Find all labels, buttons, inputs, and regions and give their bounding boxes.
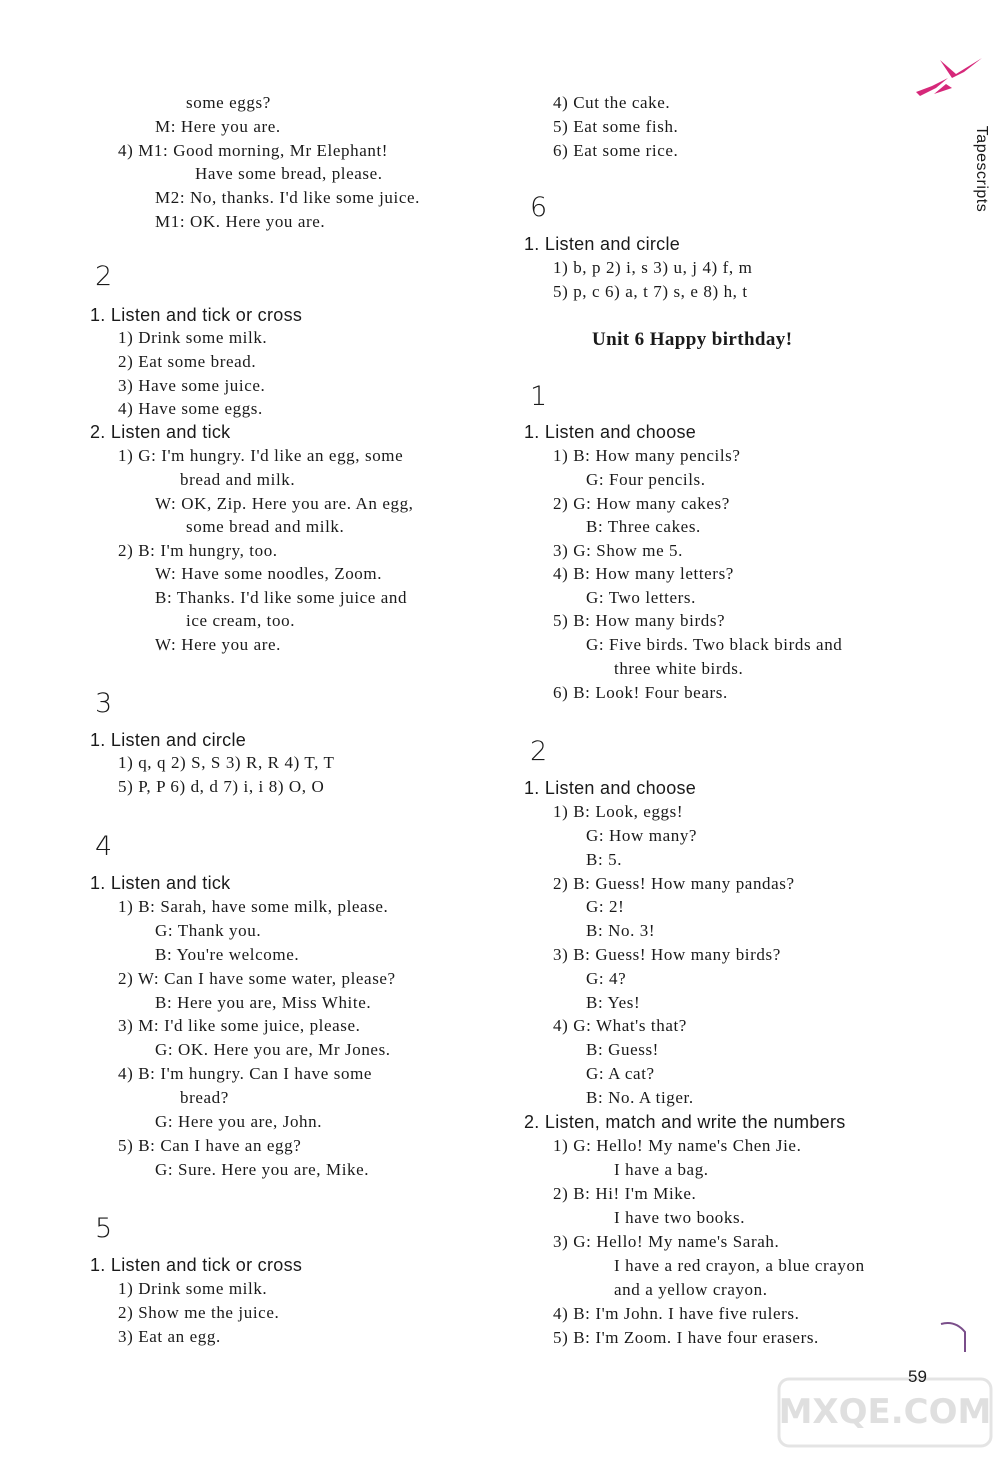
dialogue-line: 5) Eat some fish. <box>553 117 679 136</box>
dialogue-line: B: Three cakes. <box>586 517 701 536</box>
dialogue-line: W: Have some noodles, Zoom. <box>155 564 383 583</box>
dialogue-line: some eggs? <box>186 93 271 112</box>
section-number: 5 <box>95 1213 113 1244</box>
exercise-heading: 1. Listen and circle <box>90 730 247 750</box>
dialogue-line: 5) P, P 6) d, d 7) i, i 8) O, O <box>118 777 325 796</box>
dialogue-line: 3) Eat an egg. <box>118 1327 221 1346</box>
dialogue-line: 1) B: Sarah, have some milk, please. <box>118 897 389 916</box>
dialogue-line: G: Five birds. Two black birds and <box>586 635 843 654</box>
exercise-heading: 1. Listen and tick <box>90 873 231 893</box>
section-number: 2 <box>530 736 548 767</box>
dialogue-line: 3) Have some juice. <box>118 376 266 395</box>
dialogue-line: bread and milk. <box>180 470 296 489</box>
dialogue-line: 1) q, q 2) S, S 3) R, R 4) T, T <box>118 753 335 772</box>
dialogue-line: 6) B: Look! Four bears. <box>553 683 728 702</box>
dialogue-line: W: OK, Zip. Here you are. An egg, <box>155 494 414 513</box>
dialogue-line: G: Thank you. <box>155 921 262 940</box>
dialogue-line: 2) Show me the juice. <box>118 1303 280 1322</box>
page-tab-curl-icon <box>935 1320 975 1360</box>
dialogue-line: 1) Drink some milk. <box>118 1279 268 1298</box>
dialogue-line: 2) B: I'm hungry, too. <box>118 541 278 560</box>
dialogue-line: M: Here you are. <box>155 117 281 136</box>
section-number: 2 <box>95 261 113 292</box>
dialogue-line: I have a red crayon, a blue crayon <box>614 1256 865 1275</box>
side-tab-tapescripts: Tapescripts <box>973 125 991 213</box>
dialogue-line: M2: No, thanks. I'd like some juice. <box>155 188 420 207</box>
section-number: 1 <box>530 381 548 412</box>
dialogue-line: 1) Drink some milk. <box>118 328 268 347</box>
unit-title: Unit 6 Happy birthday! <box>592 329 793 350</box>
dialogue-line: B: Here you are, Miss White. <box>155 993 372 1012</box>
dialogue-line: Have some bread, please. <box>195 164 383 183</box>
exercise-heading: 1. Listen and choose <box>524 422 697 442</box>
dialogue-line: G: Here you are, John. <box>155 1112 323 1131</box>
dialogue-line: G: Four pencils. <box>586 470 706 489</box>
dialogue-line: I have a bag. <box>614 1160 709 1179</box>
dialogue-line: B: You're welcome. <box>155 945 300 964</box>
dialogue-line: G: A cat? <box>586 1064 655 1083</box>
dialogue-line: 4) Have some eggs. <box>118 399 263 418</box>
dialogue-line: G: How many? <box>586 826 698 845</box>
dialogue-line: B: No. 3! <box>586 921 656 940</box>
section-number: 6 <box>530 192 548 223</box>
dialogue-line: B: Guess! <box>586 1040 659 1059</box>
dialogue-line: 6) Eat some rice. <box>553 141 679 160</box>
dialogue-line: 1) G: Hello! My name's Chen Jie. <box>553 1136 802 1155</box>
dialogue-line: B: Thanks. I'd like some juice and <box>155 588 408 607</box>
dialogue-line: I have two books. <box>614 1208 746 1227</box>
section-number: 4 <box>95 831 113 862</box>
exercise-heading: 1. Listen and circle <box>524 234 681 254</box>
exercise-heading: 2. Listen and tick <box>90 422 231 442</box>
exercise-heading: 1. Listen and tick or cross <box>90 305 303 325</box>
exercise-heading: 1. Listen and tick or cross <box>90 1255 303 1275</box>
dialogue-line: 2) Eat some bread. <box>118 352 257 371</box>
dialogue-line: G: 4? <box>586 969 627 988</box>
dialogue-line: 3) M: I'd like some juice, please. <box>118 1016 361 1035</box>
dialogue-line: 4) B: I'm hungry. Can I have some <box>118 1064 373 1083</box>
dialogue-line: three white birds. <box>614 659 744 678</box>
dialogue-line: G: Sure. Here you are, Mike. <box>155 1160 370 1179</box>
dialogue-line: 1) G: I'm hungry. I'd like an egg, some <box>118 446 404 465</box>
dialogue-line: 4) M1: Good morning, Mr Elephant! <box>118 141 389 160</box>
dialogue-line: B: No. A tiger. <box>586 1088 694 1107</box>
dialogue-line: 2) B: Guess! How many pandas? <box>553 874 795 893</box>
dialogue-line: 2) W: Can I have some water, please? <box>118 969 396 988</box>
dialogue-line: M1: OK. Here you are. <box>155 212 326 231</box>
dialogue-line: B: 5. <box>586 850 623 869</box>
page-number: 59 <box>908 1367 927 1386</box>
dialogue-line: 4) G: What's that? <box>553 1016 687 1035</box>
dialogue-line: and a yellow crayon. <box>614 1280 768 1299</box>
exercise-heading: 1. Listen and choose <box>524 778 697 798</box>
dialogue-line: 5) B: How many birds? <box>553 611 726 630</box>
dialogue-line: 3) G: Show me 5. <box>553 541 684 560</box>
dialogue-line: some bread and milk. <box>186 517 345 536</box>
exercise-heading: 2. Listen, match and write the numbers <box>524 1112 846 1132</box>
dialogue-line: bread? <box>180 1088 229 1107</box>
dialogue-line: 5) B: I'm Zoom. I have four erasers. <box>553 1328 819 1347</box>
dialogue-line: 1) B: Look, eggs! <box>553 802 684 821</box>
dialogue-line: 3) G: Hello! My name's Sarah. <box>553 1232 780 1251</box>
dialogue-line: B: Yes! <box>586 993 641 1012</box>
dialogue-line: 3) B: Guess! How many birds? <box>553 945 781 964</box>
dialogue-line: G: OK. Here you are, Mr Jones. <box>155 1040 391 1059</box>
dialogue-line: 4) Cut the cake. <box>553 93 671 112</box>
dialogue-line: 1) B: How many pencils? <box>553 446 741 465</box>
dialogue-line: 4) B: I'm John. I have five rulers. <box>553 1304 800 1323</box>
dialogue-line: 1) b, p 2) i, s 3) u, j 4) f, m <box>553 258 753 277</box>
dialogue-line: 4) B: How many letters? <box>553 564 734 583</box>
birds-decoration-icon <box>912 48 992 100</box>
dialogue-line: W: Here you are. <box>155 635 282 654</box>
dialogue-line: 2) G: How many cakes? <box>553 494 730 513</box>
svg-text:MXQE.COM: MXQE.COM <box>778 1392 992 1432</box>
dialogue-line: 2) B: Hi! I'm Mike. <box>553 1184 697 1203</box>
section-number: 3 <box>95 688 113 719</box>
dialogue-line: G: Two letters. <box>586 588 696 607</box>
watermark-mxqe <box>775 1375 995 1450</box>
dialogue-line: ice cream, too. <box>186 611 296 630</box>
dialogue-line: 5) p, c 6) a, t 7) s, e 8) h, t <box>553 282 748 301</box>
dialogue-line: 5) B: Can I have an egg? <box>118 1136 302 1155</box>
dialogue-line: G: 2! <box>586 897 625 916</box>
